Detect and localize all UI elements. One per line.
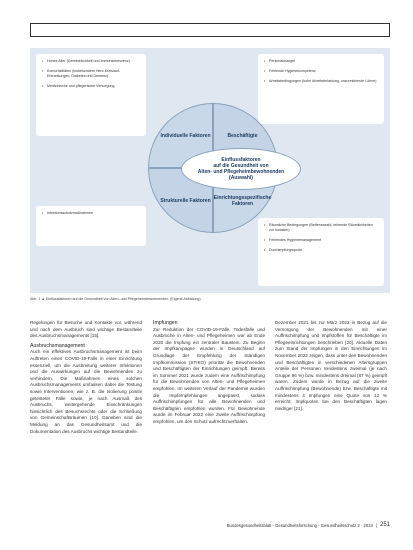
section-heading: Ausbruchsmanagement	[30, 342, 85, 349]
text-column-3	[275, 320, 387, 412]
list-item: • Infektionsschutzmaßnahmen	[42, 211, 140, 216]
section-heading: Impfungen	[153, 320, 178, 326]
paragraph: Dezember 2021 bis zur März 2022 in Bezug auf die Versorgung der Bewohnenden mit einer Auffrischimpfung und Impfstoffen für Beschäftigte im Pflegeeinrichtungen beschrieben [20]. Aktuelle Daten zum Stand der Impfungen in den Einrichtungen im November 2022 zeigen, dass unter den Bewohnenden und Beschäftigten in verschiedenen Altersgruppen Anteile der Personen mindestens zweimal (je nach Gruppe 96 %) bzw. mindestens dreimal (87 %) geimpft waren. Zudem wurde in Bezug auf die zweite Auffrischimpfung (Bewohnende) bzw. Beschäftigte mit mindestens 4 Impfungen eine Quote von 12 % erreicht; Impfquoten bei den Beschäftigten lagen niedriger [21].	[275, 320, 387, 411]
quadrant-label: Beschäftigte	[227, 132, 258, 139]
list-item: • Fehlendes Hygienemanagement	[264, 238, 378, 243]
text-column-1	[30, 320, 142, 435]
quadrant-label: Individuelle Faktoren	[160, 132, 211, 139]
text-column-2	[153, 320, 265, 426]
list-item: • Komorbiditäten (insbesondere Herz-Kreislauf-Erkrankungen, Diabetes und Demenz)	[42, 69, 140, 79]
page-footer	[185, 520, 390, 530]
list-item: • Medizinische und pflegerische Versorgung	[42, 84, 140, 89]
paragraph: Auch ein effektives Ausbruchsmanagement ist beim Auftreten eines COVID-19-Falls in einer Einrichtung essenziell, um die Ausbreitung weiterer Infektionen und die Auswirkungen auf die Bewohnenden zu verhindern. Die Maßnahmen eines solchen Ausbruchsmanagements umfassen dabei die Testung sowie Interventionen, wie z. B. die Isolierung positiv getesteter Fälle sowie, je nach Ausmaß des Ausbruchs, weitergehende Einschränkungen hinsichtlich des Besuchsrechts oder die Schließung von Gemeinschaftsräumen [10]. Daneben sind die Meldung an das Gesundheitsamt und die Dokumentation des Ausbruchs wichtige Bestandteile.	[30, 349, 142, 434]
list-item: • Hohes Alter (Gebrechlichkeit und Immunseneszenz)	[42, 59, 140, 64]
center-title-oval	[181, 148, 301, 190]
center-title-line: Einflussfaktoren	[221, 157, 261, 163]
list-item: • Räumliche Bedingungen (Bettenanzahl, fehlende Räumlichkeiten zur Isolation)	[264, 223, 378, 233]
list-item: • Durchimpfungsquote	[264, 248, 378, 253]
list-item: • Personalmangel	[264, 59, 378, 64]
page-number: 251	[379, 522, 390, 528]
center-title-line: auf die Gesundheit von	[213, 163, 269, 169]
center-title-line: Alten- und Pflegeheimbewohnenden	[197, 169, 285, 175]
list-item: • Arbeitsbedingungen (hohe Arbeitsbelastung, unzureichende Löhne)	[264, 79, 378, 84]
quadrant-label: Strukturelle Faktoren	[160, 197, 211, 204]
list-item: • Fehlende Hygienekompetenz	[264, 69, 378, 74]
center-title-line: (Auswahl)	[229, 175, 253, 181]
paragraph: Regelungen für Besuche und Kontakte vor, während und nach dem Ausbruch sind wichtige Bestandteile des Ausbruchsmanagements [15].	[30, 320, 142, 339]
box-individual-factors	[36, 54, 146, 136]
figure-caption: Abb. 1 ▲ Einflussfaktoren auf die Gesundheit von Alten- und Pflegeheimbewohnenden. (Eigene Abbildung)	[30, 297, 201, 301]
header-bar	[30, 23, 390, 37]
paragraph: Zur Reduktion der COVID-19-Fälle, Todesfälle und Ausbrüche in Alten- und Pflegeheimen war ab Ende 2020 die Impfung ein zentraler Baustein. Zu Beginn der Impfkampagne wurden in Deutschland auf Grundlage der Empfehlung der Ständigen Impfkommission (STIKO) prioritär die Bewohnenden und Beschäftigten der Einrichtungen geimpft. Bereits im Sommer 2021 wurde zudem eine Auffrischimpfung für die Bewohnenden von Alten- und Pflegeheimen empfohlen. Im weiteren Verlauf der Pandemie wurden die Impfempfehlungen angepasst, sodass Auffrischimpfungen für alle Bewohnenden und Beschäftigten empfohlen wurden. Für Bewohnende wurde im Februar 2022 eine zweite Auffrischimpfung empfohlen, um den Schutz aufrechtzuerhalten.	[153, 326, 265, 424]
figure-influence-factors	[30, 48, 390, 293]
footer-divider: |	[375, 522, 377, 528]
quadrant-label: Einrichtungsspezifische Faktoren	[213, 194, 272, 207]
box-structural-factors	[36, 206, 146, 246]
journal-name: Bundesgesundheitsblatt - Gesundheitsforschung - Gesundheitsschutz 2 · 2023	[226, 522, 373, 528]
